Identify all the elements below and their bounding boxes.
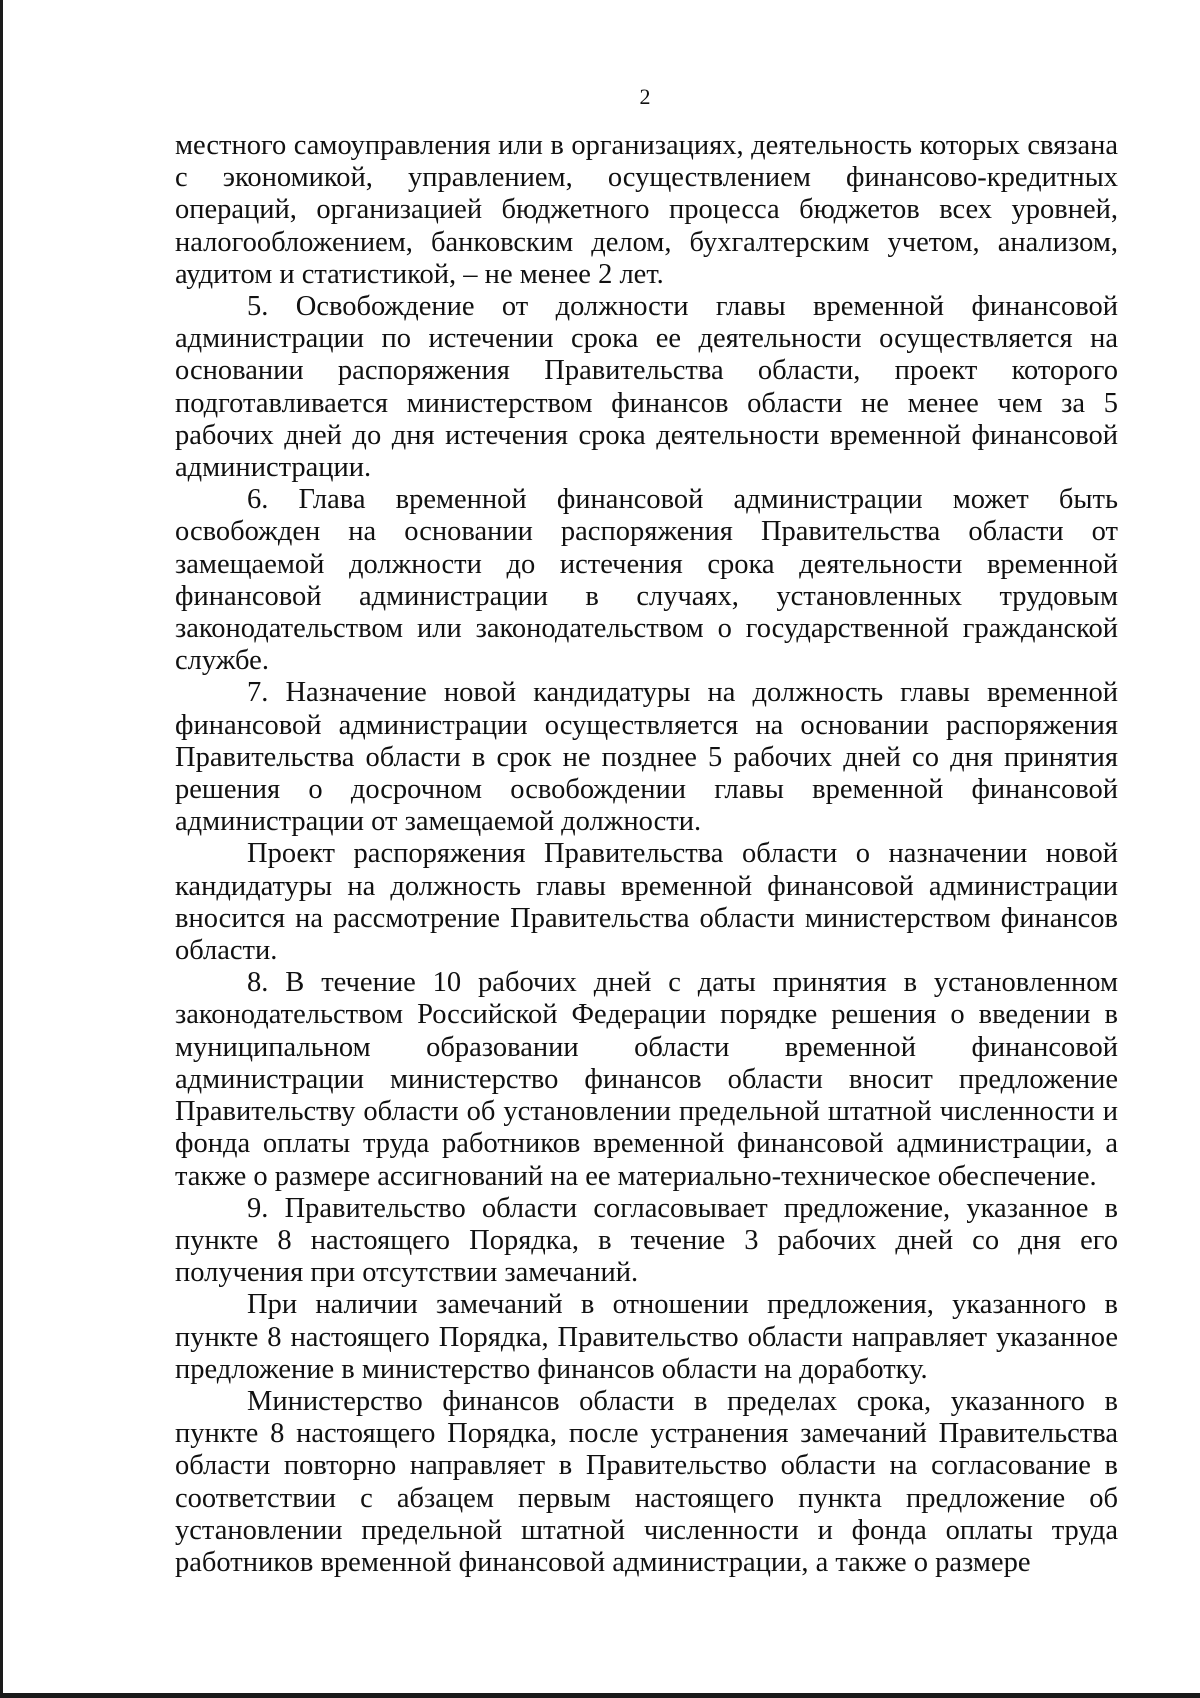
paragraph-continuation: местного самоуправления или в организациях, деятельность которых связана с экономикой, управлением, осуществлением финансово-кредитных операций, организацией бюджетного процесса бюджетов всех уровней, налогообложением, банковским делом, бухгалтерским учетом, анализом, аудитом и статистикой, – не менее 2 лет. — [175, 130, 1118, 290]
paragraph-item-8: 8. В течение 10 рабочих дней с даты принятия в установленном законодательством Российской Федерации порядке решения о введении в муниципальном образовании области временной финансовой администрации министерство финансов области вносит предложение Правительству области об установлении предельной штатной численности и фонда оплаты труда работников временной финансовой администрации, а также о размере ассигнований на ее материально-техническое обеспечение. — [175, 967, 1118, 1192]
paragraph-item-9: 9. Правительство области согласовывает предложение, указанное в пункте 8 настоящего Порядка, в течение 3 рабочих дней со дня его получения при отсутствии замечаний. — [175, 1192, 1118, 1289]
document-body — [175, 130, 1118, 1579]
paragraph-item-9-remarks: При наличии замечаний в отношении предложения, указанного в пункте 8 настоящего Порядка, Правительство области направляет указанное предложение в министерство финансов области на доработку. — [175, 1289, 1118, 1385]
scan-edge-bottom — [0, 1693, 1200, 1698]
paragraph-item-7-project: Проект распоряжения Правительства области о назначении новой кандидатуры на должность главы временной финансовой администрации вносится на рассмотрение Правительства области министерством финансов области. — [175, 838, 1118, 967]
paragraph-item-9-resubmission: Министерство финансов области в пределах срока, указанного в пункте 8 настоящего Порядка, после устранения замечаний Правительства области повторно направляет в Правительство области на согласование в соответствии с абзацем первым настоящего пункта предложение об установлении предельной штатной численности и фонда оплаты труда работников временной финансовой администрации, а также о размере — [175, 1385, 1118, 1578]
scan-edge-left — [0, 0, 3, 1698]
paragraph-item-5: 5. Освобождение от должности главы временной финансовой администрации по истечении срока ее деятельности осуществляется на основании распоряжения Правительства области, проект которого подготавливается министерством финансов области не менее чем за 5 рабочих дней до дня истечения срока деятельности временной финансовой администрации. — [175, 291, 1118, 484]
paragraph-item-6: 6. Глава временной финансовой администрации может быть освобожден на основании распоряжения Правительства области от замещаемой должности до истечения срока деятельности временной финансовой администрации в случаях, установленных трудовым законодательством или законодательством о государственной гражданской службе. — [175, 484, 1118, 677]
paragraph-item-7: 7. Назначение новой кандидатуры на должность главы временной финансовой администрации осуществляется на основании распоряжения Правительства области в срок не позднее 5 рабочих дней со дня принятия решения о досрочном освобождении главы временной финансовой администрации от замещаемой должности. — [175, 677, 1118, 838]
page-number: 2 — [639, 84, 651, 109]
